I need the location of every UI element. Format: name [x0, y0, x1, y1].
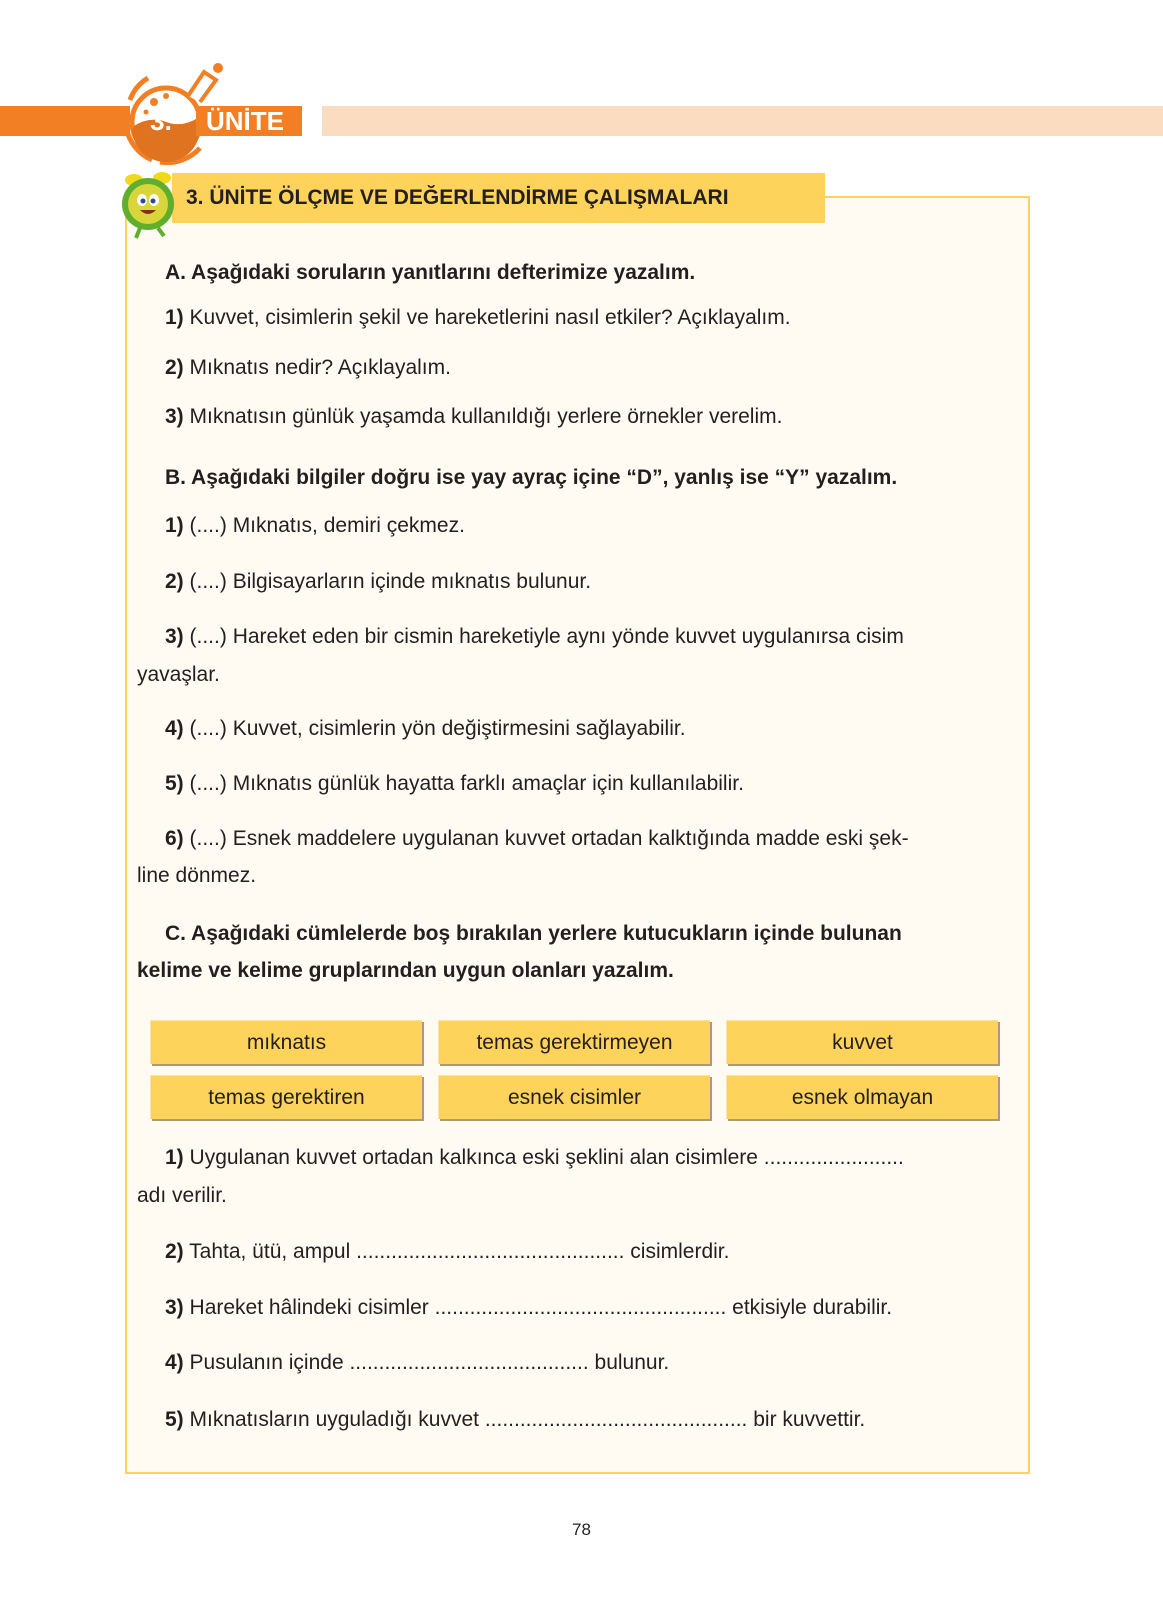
word-bank-item: temas gerektirmeyen	[438, 1020, 710, 1064]
part-b-item: 1) (....) Mıknatıs, demiri çekmez.	[165, 514, 465, 537]
word-bank-item: esnek olmayan	[726, 1075, 998, 1119]
word-bank-item: esnek cisimler	[438, 1075, 710, 1119]
unit-label: ÜNİTE	[196, 106, 302, 136]
part-b-item: 3) (....) Hareket eden bir cismin hareketiyle aynı yönde kuvvet uygulanırsa cisim	[165, 625, 904, 648]
part-c-sentence: 3) Hareket hâlindeki cisimler .................................................. etkisiyle durabilir.	[165, 1296, 893, 1319]
part-a-heading: A. Aşağıdaki soruların yanıtlarını defterimize yazalım.	[165, 261, 696, 284]
unit-number: 3.	[150, 106, 172, 136]
part-c-sentence: 5) Mıknatısların uyguladığı kuvvet ............................................. bir kuvvettir.	[165, 1408, 866, 1431]
part-c-heading: C. Aşağıdaki cümlelerde boş bırakılan yerlere kutucukların içinde bulunan	[165, 922, 902, 945]
word-bank-item: mıknatıs	[150, 1020, 422, 1064]
part-b-item: 4) (....) Kuvvet, cisimlerin yön değiştirmesini sağlayabilir.	[165, 717, 686, 740]
part-b-item-continuation: line dönmez.	[137, 864, 257, 887]
word-bank-item: temas gerektiren	[150, 1075, 422, 1119]
word-bank-item: kuvvet	[726, 1020, 998, 1064]
page-number: 78	[572, 1520, 591, 1539]
part-c-sentence: 1) Uygulanan kuvvet ortadan kalkınca eski şeklini alan cisimlere ........................	[165, 1146, 904, 1169]
part-b-heading: B. Aşağıdaki bilgiler doğru ise yay ayraç içine “D”, yanlış ise “Y” yazalım.	[165, 466, 898, 489]
part-c-sentence-continuation: adı verilir.	[137, 1184, 227, 1207]
part-a-question: 3) Mıknatısın günlük yaşamda kullanıldığı yerlere örnekler verelim.	[165, 405, 783, 428]
section-title: 3. ÜNİTE ÖLÇME VE DEĞERLENDİRME ÇALIŞMALARI	[186, 186, 729, 209]
part-c-heading-line2: kelime ve kelime gruplarından uygun olanları yazalım.	[137, 959, 674, 982]
part-b-item-continuation: yavaşlar.	[137, 663, 220, 686]
part-c-sentence: 4) Pusulanın içinde ......................................... bulunur.	[165, 1351, 670, 1374]
part-c-sentence: 2) Tahta, ütü, ampul .............................................. cisimlerdir.	[165, 1240, 730, 1263]
unit-banner-right-bar	[322, 106, 1163, 136]
part-a-question: 1) Kuvvet, cisimlerin şekil ve hareketlerini nasıl etkiler? Açıklayalım.	[165, 306, 791, 329]
part-a-question: 2) Mıknatıs nedir? Açıklayalım.	[165, 356, 451, 379]
part-b-item: 5) (....) Mıknatıs günlük hayatta farklı amaçlar için kullanılabilir.	[165, 772, 744, 795]
alarm-clock-mascot-icon	[118, 168, 180, 240]
part-b-item: 2) (....) Bilgisayarların içinde mıknatıs bulunur.	[165, 570, 592, 593]
part-b-item: 6) (....) Esnek maddelere uygulanan kuvvet ortadan kalktığında madde eski şek-	[165, 827, 909, 850]
